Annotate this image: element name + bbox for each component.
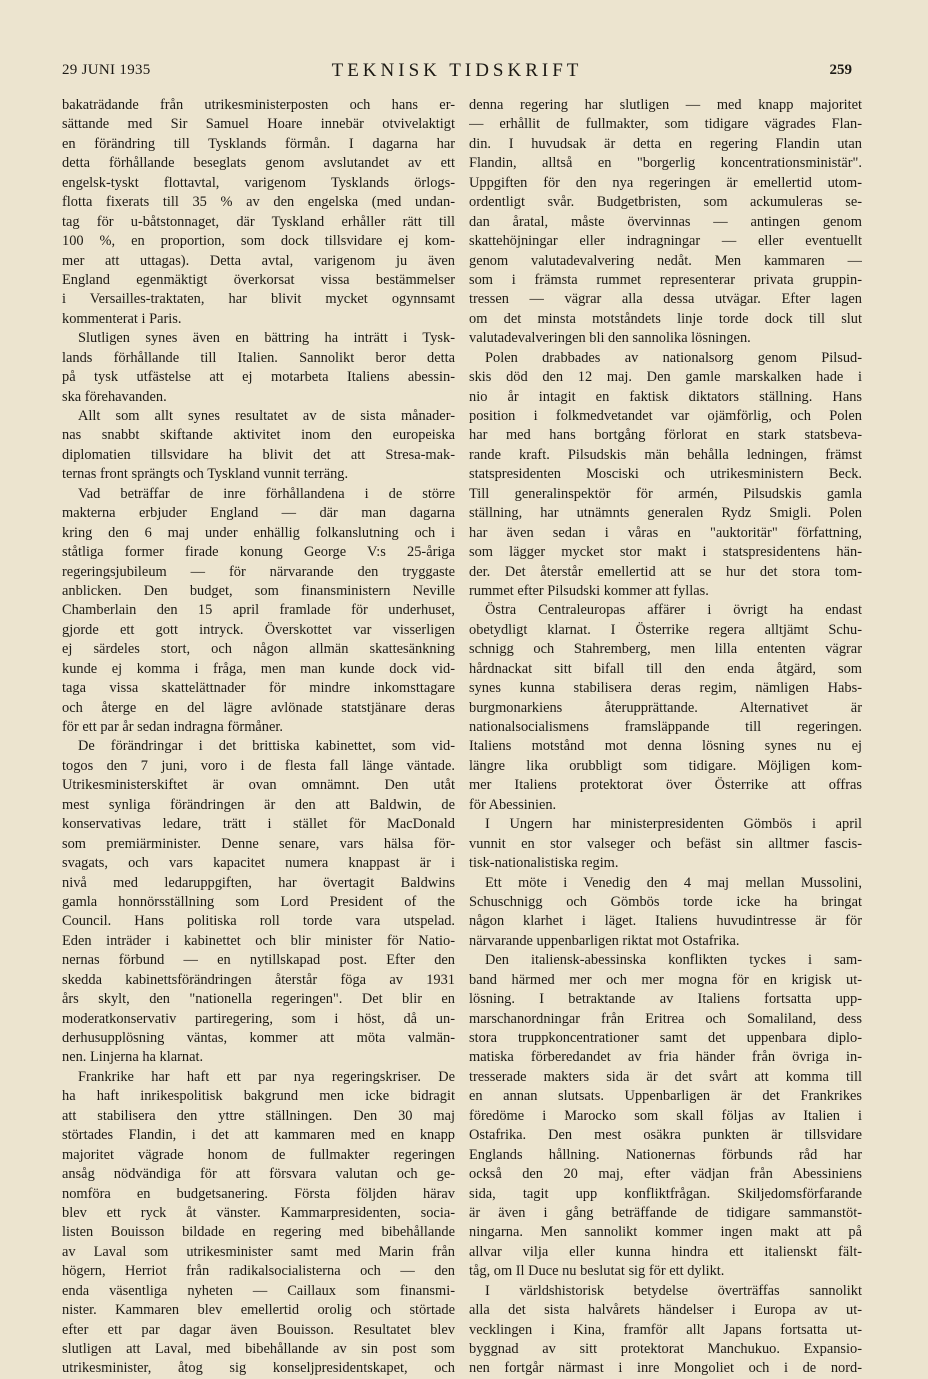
text-line: flotta fixerats till 35 % av den engelska (med undan-	[62, 194, 455, 211]
text-line: ningarna. Men sannolikt kommer ingen makt att på	[469, 1224, 862, 1241]
text-line: Englands hållning. Nationernas förbunds råd har	[469, 1146, 862, 1163]
text-line: England egenmäktigt överkorsat vissa bestämmelser	[62, 271, 455, 288]
text-line: om det minsta motståndets linje torde dock till slut	[469, 310, 862, 327]
text-line: nas snabbt skiftande aktivitet inom den europeiska	[62, 427, 455, 444]
text-line: skis död den 12 maj. Den gamle marskalken hade i	[469, 369, 862, 386]
text-line: för Abessinien.	[469, 796, 557, 813]
text-line: vunnit en stor valseger och befäst sin alltmer fascis-	[469, 835, 862, 852]
text-line: ståtliga former firade konung George V:s 25-åriga	[62, 544, 455, 561]
text-line: ordentligt svår. Budgetbristen, som ackumuleras se-	[469, 194, 862, 211]
text-line: slutligen att Laval, med bibehållande av sin post som	[62, 1341, 455, 1357]
text-line: stora truppkoncentrationer samt det uppenbara diplo-	[469, 1030, 862, 1046]
text-line: Den italiensk-abessinska konflikten tyckes i sam-	[485, 952, 862, 969]
text-line: för ett par år sedan indragna förmåner.	[62, 719, 283, 735]
text-line: är även i gång beträffande de tidigare sammanstöt-	[469, 1204, 862, 1221]
text-line: mer att uttagas). Detta avtal, varigenom ju även	[62, 252, 455, 269]
text-line: års skylt, den "nationella regeringen". Det blir en	[62, 991, 455, 1008]
text-line: din. I huvudsak är detta en regering Flandin utan	[469, 135, 862, 152]
right-column	[469, 96, 862, 1379]
text-line: som premiärminister. Denne senare, vars hälsa för-	[62, 835, 455, 852]
text-line: ska förehavanden.	[62, 388, 167, 405]
text-line: anblicken. Den budget, som finansministern Neville	[62, 582, 455, 599]
text-line: närvarande uppenbarligen riktat mot Ostafrika.	[469, 932, 740, 949]
text-line: föredöme i Marocko som skall följas av Italien i	[469, 1107, 862, 1124]
text-line: skattehöjningar eller indragningar — eller eventuellt	[469, 233, 862, 250]
text-line: Uppgiften för den nya regeringen är emellertid utom-	[469, 174, 862, 191]
text-line: band härmed mer och mer mogna för en krigisk ut-	[469, 971, 862, 988]
page-number: 259	[829, 62, 852, 78]
text-line: blev ett ryck åt vänster. Kammarpresidenten, socia-	[62, 1204, 455, 1221]
text-line: statspresidenten Mosciski och utrikesministern Beck.	[469, 466, 862, 483]
text-line: hårdnackat sitt bifall till den enda åtgärd, som	[469, 660, 862, 677]
text-line: att stabilisera den yttre ställningen. Den 30 maj	[62, 1107, 455, 1124]
text-line: längre lika orubbligt som tidigare. Möjligen kom-	[469, 757, 862, 774]
text-line: dan åratal, måste övervinnas — antingen genom	[469, 213, 862, 230]
text-line: der. Det återstår emellertid att se hur det stora tom-	[469, 563, 862, 580]
text-line: ansåg nödvändiga för att försvara valutan och ge-	[62, 1166, 455, 1183]
text-line: 100 %, en proportion, som dock tillsvidare ej kom-	[62, 233, 455, 250]
text-line: Polen drabbades av nationalsorg genom Pilsud-	[485, 349, 862, 366]
text-line: marschanordningar från Eritrea och Somaliland, dess	[469, 1010, 862, 1027]
text-line: valutadevalveringen bli den sannolika lösningen.	[469, 330, 751, 347]
text-line: diplomatien tillsvidare ha blivit det att Stresa-mak-	[62, 446, 455, 463]
text-line: Flandin, alltså en "borgerlig koncentrationsministär".	[469, 155, 862, 172]
text-line: mer Italiens protektorat över Österrike att offras	[469, 777, 862, 794]
text-line: en förändring till Tysklands förmån. I dagarna har	[62, 135, 455, 152]
text-line: nio år intagit en faktisk diktators ställning. Hans	[469, 388, 862, 405]
text-line: makterna erbjuder England — där man dagarna	[62, 505, 455, 522]
text-line: regeringsjubileum — för närvarande den tryggaste	[62, 563, 455, 580]
text-line: I världshistorisk betydelse överträffas sannolikt	[485, 1282, 862, 1299]
text-line: tresserade makters sida är det svårt att komma till	[469, 1068, 862, 1085]
text-line: alla det sista halvårets händelser i Europa av ut-	[469, 1302, 862, 1319]
text-line: Frankrike har haft ett par nya regeringskriser. De	[78, 1068, 455, 1085]
text-line: Vad beträffar de inre förhållandena i de större	[78, 485, 455, 502]
text-line: svagats, och vars kapacitet numera knappast är i	[62, 855, 455, 872]
text-line: en annan slutsats. Uppenbarligen är det Frankrikes	[469, 1088, 862, 1105]
text-line: vecklingen i Kina, framför allt Japans fortsatta ut-	[469, 1321, 862, 1338]
text-line: Eden inträder i kabinettet och blir minister för Natio-	[62, 932, 455, 949]
text-line: enda väsentliga nyheten — Caillaux som finansmi-	[62, 1282, 455, 1299]
left-column	[62, 96, 455, 1379]
text-line: ha haft inrikespolitisk bakgrund men icke bidragit	[62, 1088, 455, 1105]
text-line: Schuschnigg och Gömbös torde icke ha bringat	[469, 893, 862, 910]
page-header	[62, 60, 852, 84]
text-line: någon klarhet i läget. Italiens huvudintresse är för	[469, 913, 862, 930]
text-line: Italiens motstånd mot denna lösning synes nu ej	[469, 738, 862, 755]
text-line: lands förhållande till Italien. Sannolikt beror detta	[62, 349, 455, 366]
text-line: tisk-nationalistiska regim.	[469, 855, 619, 872]
text-line: kunde ej komma i fråga, men man kunde dock vid-	[62, 660, 455, 677]
text-line: position i folkmedvetandet var ojämförlig, och Polen	[469, 408, 862, 424]
text-line: Slutligen synes även en bättring ha inträtt i Tysk-	[78, 330, 455, 347]
text-line: som lägger mycket stor makt i statspresidentens hän-	[469, 544, 862, 561]
text-line: listen Bouisson bildade en regering med bibehållande	[62, 1224, 455, 1241]
text-line: burgmonarkiens återupprättande. Alternativet är	[469, 699, 862, 716]
text-line: skedda kabinettsförändringen återstår föga av 1931	[62, 971, 455, 988]
text-line: Allt som allt synes resultatet av de sista månader-	[78, 408, 455, 424]
text-line: rummet efter Pilsudski kommer att fyllas.	[469, 582, 709, 599]
text-line: också den 20 maj, efter vädjan från Abessiniens	[469, 1166, 862, 1183]
text-line: genom valutadevalvering nedåt. Men kammaren —	[469, 252, 862, 269]
text-line: har även sedan i våras en "auktoritär" författning,	[469, 524, 862, 541]
text-line: Chamberlain den 15 april framlade för underhuset,	[62, 602, 455, 619]
text-line: kommenterat i Paris.	[62, 310, 182, 327]
text-line: Council. Hans politiska roll torde vara utspelad.	[62, 913, 455, 930]
text-line: ternas front sprängts och Tyskland vunnit terräng.	[62, 466, 349, 483]
text-line: denna regering har slutligen — med knapp majoritet	[469, 97, 862, 113]
text-line: har med hans bortgång förlorat en stark statsbeva-	[469, 427, 862, 444]
text-line: nen fortgår närmast i inre Mongoliet och i de nord-	[469, 1360, 862, 1377]
text-line: togos den 7 juni, voro i de flesta fall länge väntade.	[62, 757, 455, 774]
text-line: derhusupplösning väntas, kommer att möta valmän-	[62, 1030, 455, 1046]
text-line: nivå med ledaruppgiften, har övertagit Baldwins	[62, 874, 455, 891]
text-line: Ostafrika. Den mest osäkra punkten är tillsvidare	[469, 1127, 862, 1144]
text-line: Ett möte i Venedig den 4 maj mellan Mussolini,	[485, 874, 862, 891]
text-line: synes kunna stabilisera deras regim, nämligen Habs-	[469, 680, 862, 697]
text-line: sättande med Sir Samuel Hoare innebär otvivelaktigt	[62, 116, 455, 133]
text-line: kring den 6 maj under enhällig folkanslutning och i	[62, 524, 455, 541]
text-line: tåg, om Il Duce nu beslutat sig för ett dylikt.	[469, 1263, 725, 1280]
header-date: 29 JUNI 1935	[62, 62, 151, 78]
text-line: ej särdeles stort, och någon allmän skattesänkning	[62, 641, 455, 658]
text-line: konservativas ledare, trätt i stället för MacDonald	[62, 816, 455, 833]
text-line: störtades Flandin, i det att kammaren med en knapp	[62, 1127, 455, 1144]
text-line: Östra Centraleuropas affärer i övrigt ha endast	[485, 602, 862, 619]
text-line: detta förhållande beseglats genom avslutandet av ett	[62, 155, 455, 172]
text-line: Utrikesministerskiftet är ovan omnämnt. Den utåt	[62, 777, 455, 794]
text-line: bakaträdande från utrikesministerposten och hans er-	[62, 97, 455, 113]
text-line: moderatkonservativ partiregering, som i höst, då un-	[62, 1010, 455, 1027]
text-line: sida, tagit upp konfliktfrågan. Skiljedomsförfarande	[469, 1185, 862, 1202]
text-line: utrikesminister, åtog sig konseljpresidentskapet, och	[62, 1360, 455, 1377]
text-line: av Laval som utrikesminister samt med Marin från	[62, 1243, 455, 1260]
text-line: — erhållit de fullmakter, som tidigare vägrades Flan-	[469, 116, 862, 133]
text-line: gamla honnörsställning som Lord President of the	[62, 893, 455, 910]
journal-title: TEKNISK TIDSKRIFT	[331, 60, 583, 81]
text-line: gjorde ett gott intryck. Överskottet var visserligen	[62, 621, 455, 638]
text-line: rande kraft. Pilsudskis män behålla ledningen, främst	[469, 446, 862, 463]
text-line: tag för u-båtstonnaget, där Tyskland erhåller rätt till	[62, 213, 455, 230]
text-line: allvar vilja eller kunna hindra ett italienskt fält-	[469, 1243, 862, 1260]
text-line: som i främsta rummet representerar privata gruppin-	[469, 271, 862, 288]
text-line: mest synliga förändringen är den att Baldwin, de	[62, 796, 455, 813]
text-line: ställning, har utnämnts generalen Rydz Smigli. Polen	[469, 505, 862, 522]
text-line: efter ett par dagar även Bouisson. Resultatet blev	[62, 1321, 455, 1338]
text-line: schnigg och Stahremberg, men lilla ententen vägrar	[469, 641, 862, 658]
text-line: Till generalinspektör för armén, Pilsudskis gamla	[469, 485, 862, 502]
text-line: nister. Kammaren blev emellertid orolig och störtade	[62, 1302, 455, 1319]
text-line: engelsk-tyskt flottavtal, varigenom Tysklands örlogs-	[62, 174, 455, 191]
text-line: De förändringar i det brittiska kabinettet, som vid-	[78, 738, 455, 755]
text-line: obetydligt klarnat. I Österrike regera alltjämt Schu-	[469, 621, 862, 638]
text-line: nen. Linjerna ha klarnat.	[62, 1049, 204, 1066]
text-line: högern, Herriot från radikalsocialisterna och — den	[62, 1263, 455, 1280]
text-line: nationalsocialismens framsläppande till regeringen.	[469, 719, 862, 735]
text-line: lösning. I betraktande av Italiens fortsatta upp-	[469, 991, 862, 1008]
text-line: nernas förbund — en nytillskapad post. Efter den	[62, 952, 455, 969]
text-line: och återge en del lägre avlönade statstjänare deras	[62, 699, 455, 716]
text-line: I Ungern har ministerpresidenten Gömbös i april	[485, 816, 862, 833]
text-line: majoritet vägrade honom de fullmakter regeringen	[62, 1146, 455, 1163]
text-line: nomföra en budgetsanering. Första följden härav	[62, 1185, 455, 1202]
text-line: tressen — vägrar alla dessa utvägar. Efter lagen	[469, 291, 862, 308]
text-line: matiska förberedandet av fria händer från övriga in-	[469, 1049, 862, 1066]
text-line: på tysk utfästelse att ej motarbeta Italiens abessin-	[62, 369, 455, 386]
text-line: byggnad av sitt protektorat Manchukuo. Expansio-	[469, 1341, 862, 1357]
text-line: i Versailles-traktaten, har blivit mycket ogynnsamt	[62, 291, 455, 308]
text-line: taga vissa skattelättnader för mindre inkomsttagare	[62, 680, 455, 697]
